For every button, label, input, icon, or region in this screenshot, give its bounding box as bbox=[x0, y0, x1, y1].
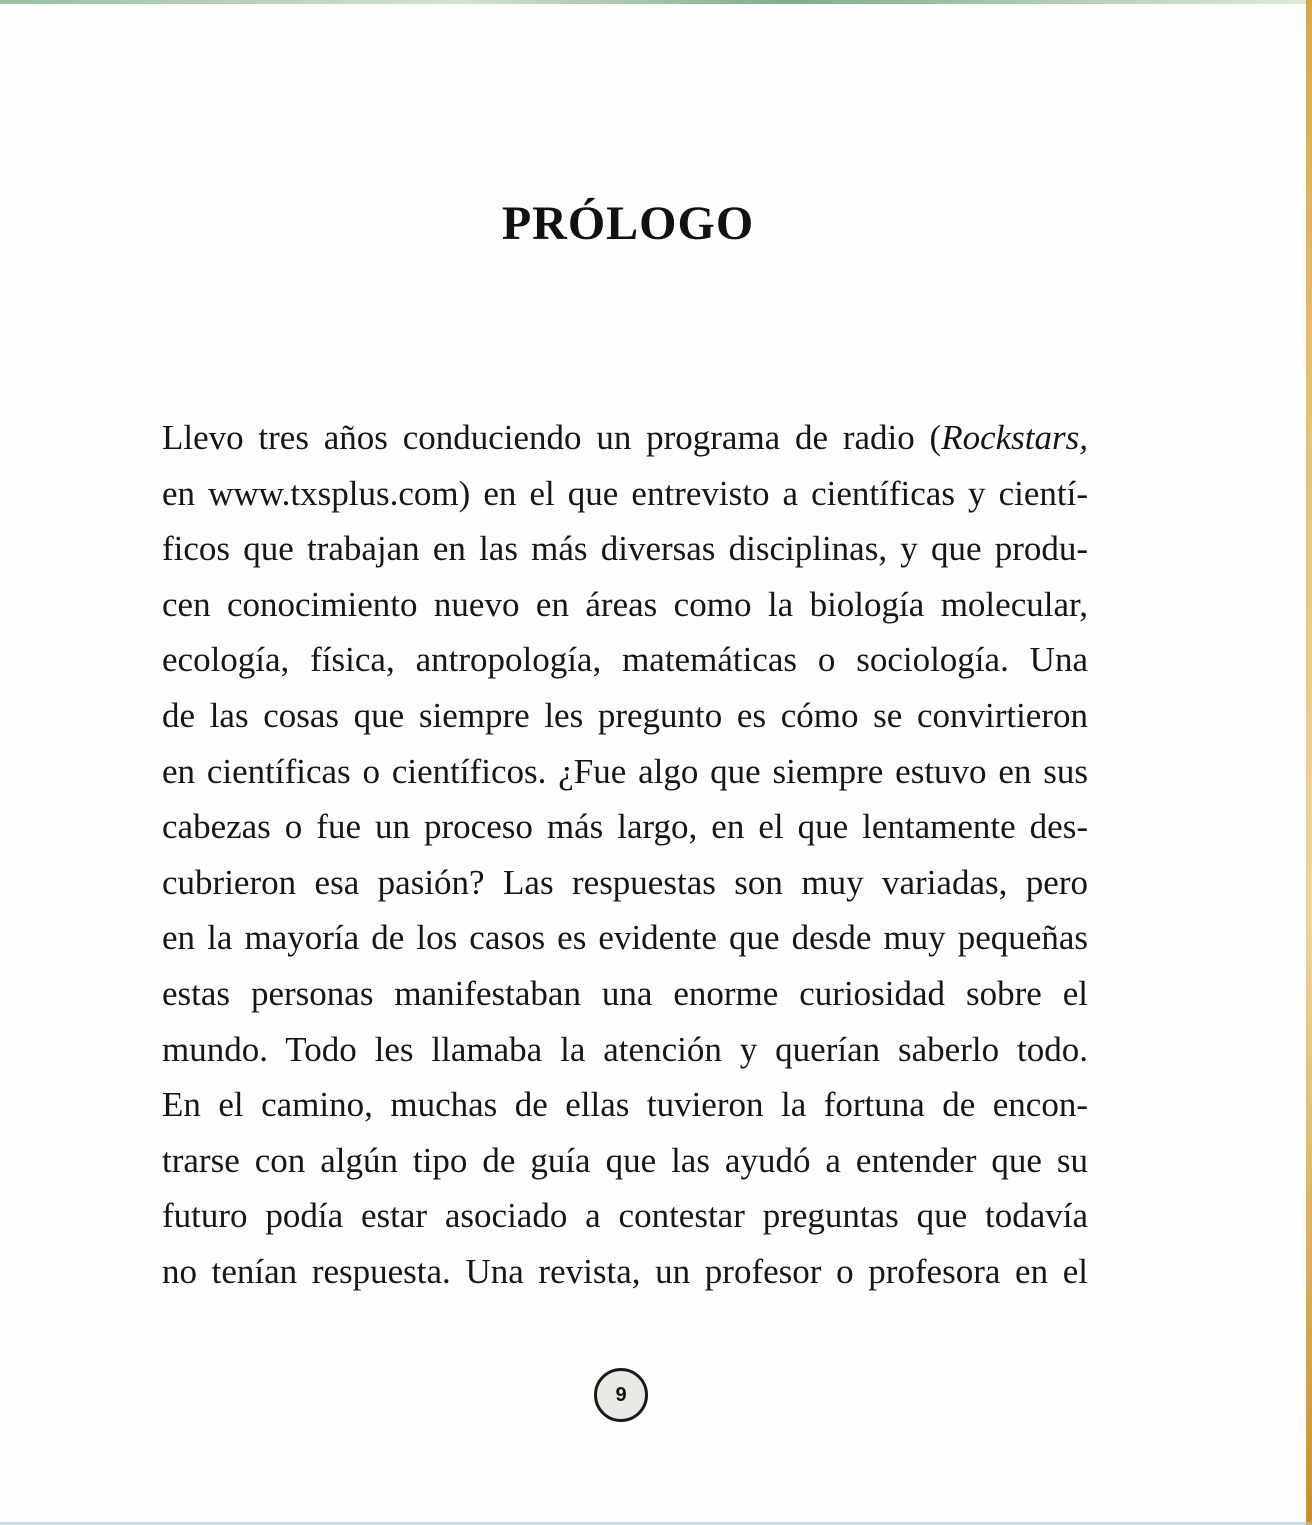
prologue-paragraph bbox=[162, 410, 1088, 1300]
paragraph-line: en www.txsplus.com) en el que entrevisto a científicas y cientí- bbox=[162, 473, 1088, 513]
paragraph-line: no tenían respuesta. Una revista, un profesor o profesora en el bbox=[162, 1251, 1088, 1291]
paragraph-line: futuro podía estar asociado a contestar preguntas que todavía bbox=[162, 1196, 1088, 1236]
paragraph-line: En el camino, muchas de ellas tuvieron la fortuna de encon- bbox=[162, 1085, 1088, 1125]
program-name-italic: Rockstars, bbox=[941, 418, 1088, 457]
chapter-title: PRÓLOGO bbox=[501, 197, 755, 250]
right-page-edge bbox=[1306, 0, 1312, 1525]
paragraph-line: ecología, física, antropología, matemáticas o sociología. Una bbox=[162, 640, 1088, 680]
paragraph-line: estas personas manifestaban una enorme curiosidad sobre el bbox=[162, 973, 1088, 1013]
paragraph-line: ficos que trabajan en las más diversas disciplinas, y que produ- bbox=[162, 529, 1088, 569]
paragraph-line: de las cosas que siempre les pregunto es cómo se convirtieron bbox=[162, 695, 1088, 735]
top-edge-strip bbox=[0, 0, 1312, 4]
paragraph-line: cen conocimiento nuevo en áreas como la biología molecular, bbox=[162, 584, 1088, 624]
paragraph-line: en la mayoría de los casos es evidente que desde muy pequeñas bbox=[162, 918, 1088, 958]
paragraph-line: trarse con algún tipo de guía que las ayudó a entender que su bbox=[162, 1140, 1088, 1180]
paragraph-line bbox=[162, 410, 1088, 466]
paragraph-line: cabezas o fue un proceso más largo, en el que lentamente des- bbox=[162, 807, 1088, 847]
page-number-badge: 9 bbox=[594, 1368, 648, 1422]
paragraph-line: en científicas o científicos. ¿Fue algo que siempre estuvo en sus bbox=[162, 751, 1088, 791]
paragraph-line: cubrieron esa pasión? Las respuestas son muy variadas, pero bbox=[162, 862, 1088, 902]
line-text: Llevo tres años conduciendo un programa de radio ( bbox=[162, 418, 942, 457]
paragraph-line: mundo. Todo les llamaba la atención y querían saberlo todo. bbox=[162, 1029, 1088, 1069]
